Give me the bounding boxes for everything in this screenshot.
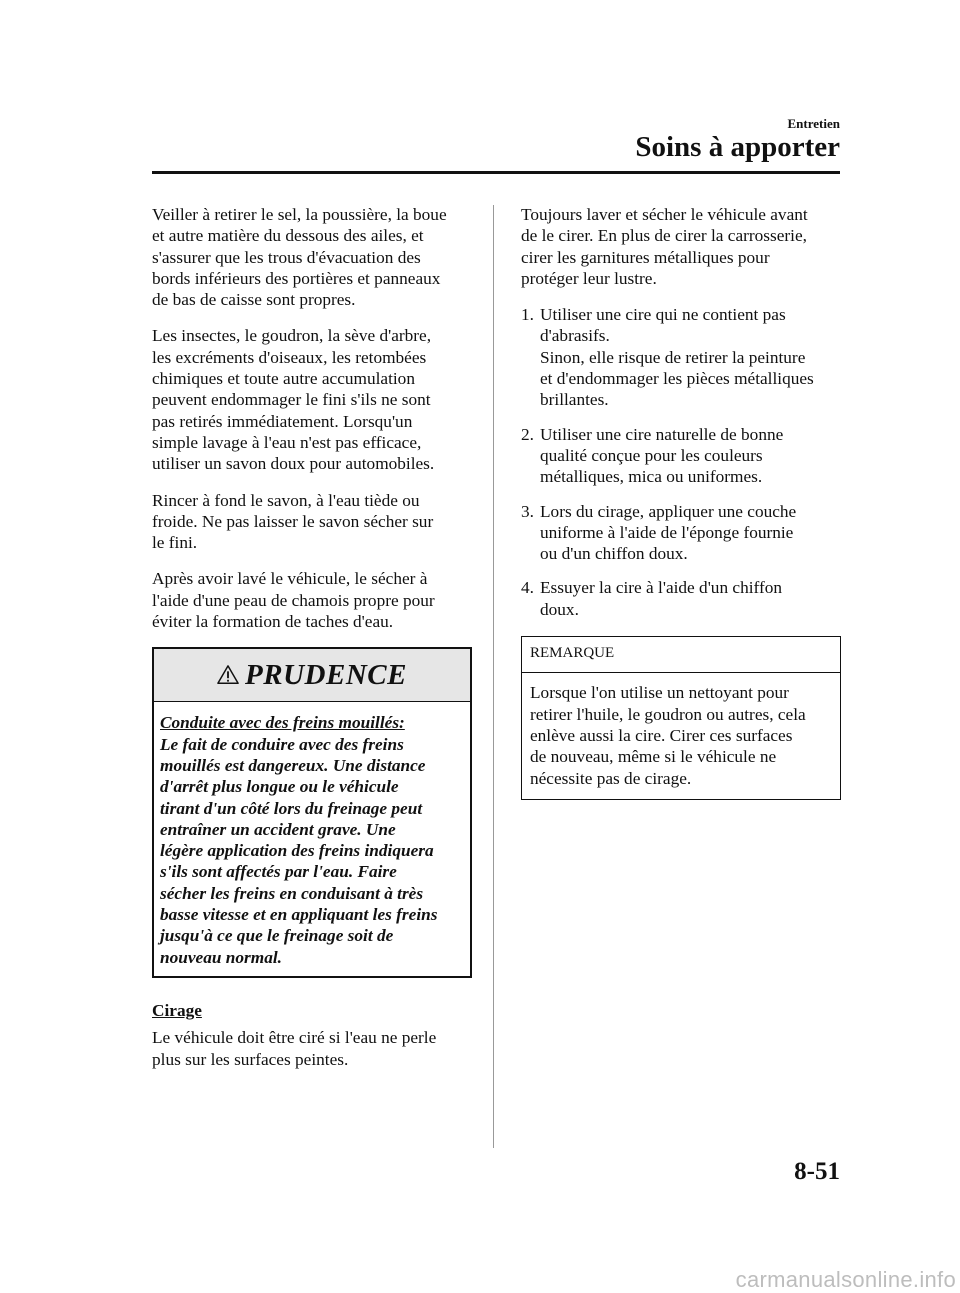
note-title: REMARQUE bbox=[522, 637, 840, 673]
step-number: 3. bbox=[521, 501, 534, 521]
step-text: Lors du cirage, appliquer une couche uniforme à l'aide de l'éponge fournie ou d'un chiffon doux. bbox=[540, 501, 797, 564]
header-divider bbox=[152, 171, 840, 174]
caution-heading: Conduite avec des freins mouillés: bbox=[160, 713, 405, 733]
caution-text: Le fait de conduire avec des freins mouillés est dangereux. Une distance d'arrêt plus longue ou le véhicule tirant d'un côté lors du freinage peut entraîner un accident grave. Une légère application des freins indiquera s'ils sont affectés par l'eau. Faire sécher les freins en conduisant à très basse vitesse et en appliquant les freins jusqu'à ce que le freinage soit de nouveau normal. bbox=[160, 734, 438, 967]
paragraph: Rincer à fond le savon, à l'eau tiède ou froide. Ne pas laisser le savon sécher sur le fini. bbox=[152, 490, 434, 553]
right-column bbox=[521, 204, 843, 800]
note-body: Lorsque l'on utilise un nettoyant pour retirer l'huile, le goudron ou autres, cela enlève aussi la cire. Cirer ces surfaces de nouveau, même si le véhicule ne nécessite pas de cirage. bbox=[530, 683, 806, 788]
step-text: Essuyer la cire à l'aide d'un chiffon doux. bbox=[540, 578, 782, 619]
section-heading-cirage: Cirage bbox=[152, 1000, 202, 1020]
column-divider bbox=[493, 205, 494, 1148]
watermark: carmanualsonline.info bbox=[735, 1267, 956, 1292]
section-label: Entretien bbox=[787, 116, 840, 131]
note-box bbox=[521, 636, 841, 800]
step-number: 1. bbox=[521, 305, 534, 325]
paragraph: Les insectes, le goudron, la sève d'arbre, les excréments d'oiseaux, les retombées chimiques et toute autre accumulation peuvent endommager le fini s'ils ne sont pas retirés immédiatement. Lorsqu'un simple lavage à l'eau n'est pas efficace, utiliser un savon doux pour automobiles. bbox=[152, 326, 435, 474]
step-number: 4. bbox=[521, 578, 534, 598]
list-item bbox=[521, 424, 843, 488]
step-text: Utiliser une cire qui ne contient pas d'abrasifs. Sinon, elle risque de retirer la peinture et d'endommager les pièces métalliques brillantes. bbox=[540, 305, 814, 410]
caution-box bbox=[152, 647, 472, 978]
caution-title: PRUDENCE bbox=[245, 658, 407, 691]
step-number: 2. bbox=[521, 424, 534, 444]
list-item bbox=[521, 577, 843, 620]
left-column bbox=[152, 204, 472, 1085]
list-item bbox=[521, 304, 843, 410]
page-title: Soins à apporter bbox=[635, 131, 840, 163]
paragraph: Veiller à retirer le sel, la poussière, la boue et autre matière du dessous des ailes, et s'assurer que les trous d'évacuation des bords inférieurs des portières et panneaux de bas de caisse sont propres. bbox=[152, 205, 447, 310]
list-item bbox=[521, 501, 843, 565]
caution-body bbox=[154, 702, 470, 976]
caution-header bbox=[154, 649, 470, 702]
paragraph: Après avoir lavé le véhicule, le sécher à l'aide d'une peau de chamois propre pour éviter la formation de taches d'eau. bbox=[152, 569, 435, 632]
intro-paragraph: Toujours laver et sécher le véhicule avant de le cirer. En plus de cirer la carrosserie, cirer les garnitures métalliques pour protéger leur lustre. bbox=[521, 205, 808, 288]
paragraph: Le véhicule doit être ciré si l'eau ne perle plus sur les surfaces peintes. bbox=[152, 1028, 437, 1069]
waxing-steps-list bbox=[521, 304, 843, 620]
step-text: Utiliser une cire naturelle de bonne qualité conçue pour les couleurs métalliques, mica ou uniformes. bbox=[540, 424, 784, 487]
page-number: 8-51 bbox=[794, 1158, 840, 1185]
warning-triangle-icon bbox=[217, 664, 239, 686]
